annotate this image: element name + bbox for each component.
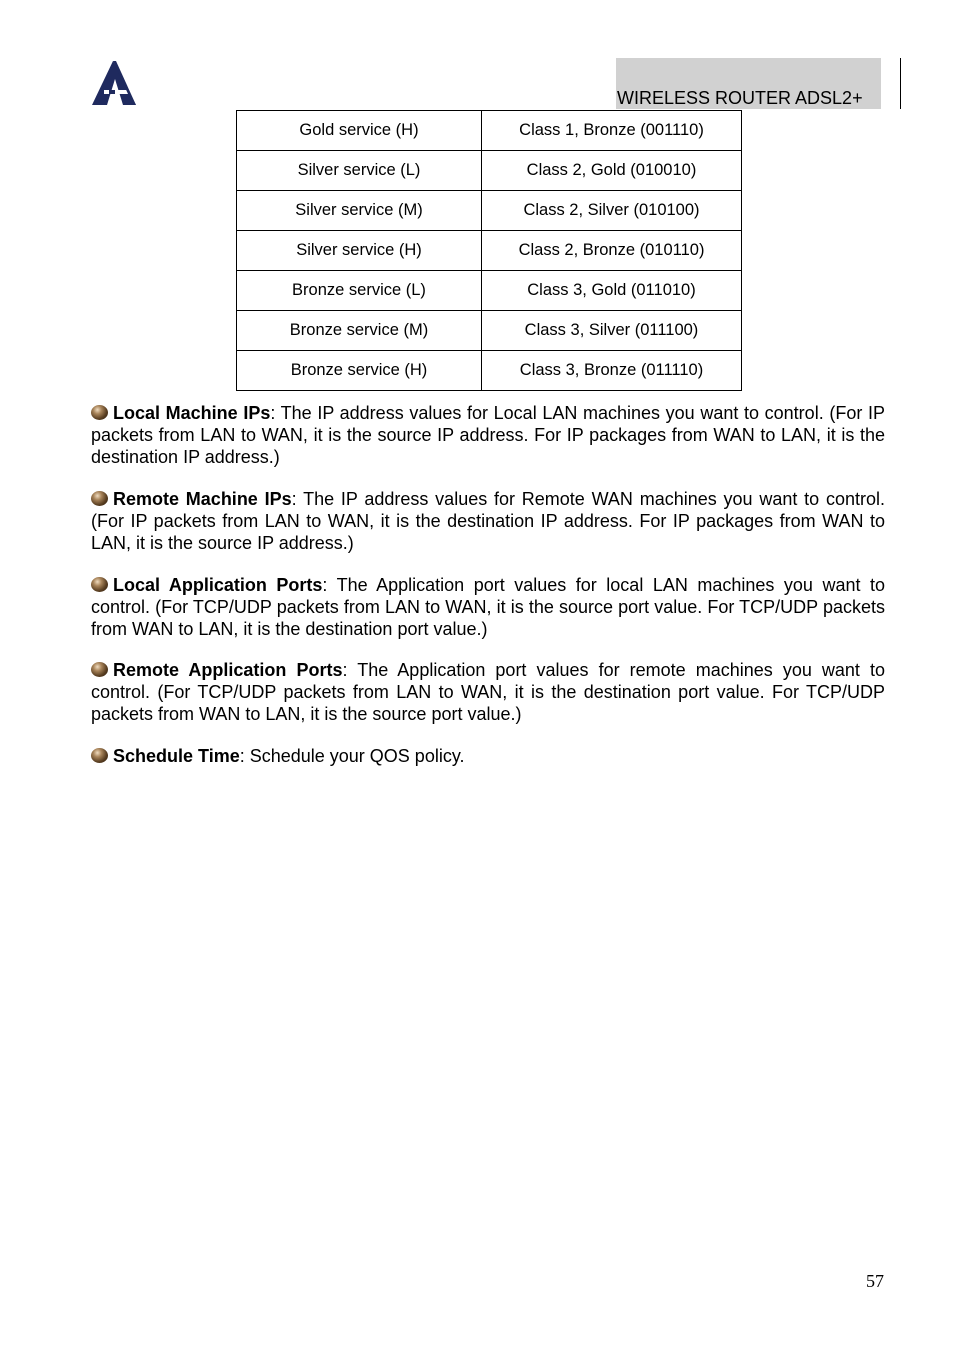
- bullet-icon: [91, 491, 108, 506]
- class-cell: Class 2, Silver (010100): [482, 191, 742, 231]
- definition-text: : The Application port values for remote machines you want to control. (For TCP/UDP packets from LAN to WAN, it is the destination port value. For TCP/UDP packets from WAN to LAN, it is the source port value.): [91, 660, 886, 724]
- table-row: [237, 351, 742, 391]
- bullet-icon: [91, 405, 108, 420]
- definition-remote-application-ports: [91, 659, 885, 725]
- bullet-icon: [91, 662, 108, 677]
- definition-text: : Schedule your QOS policy.: [239, 746, 465, 766]
- definition-term: Schedule Time: [113, 746, 240, 766]
- definition-text: : The Application port values for local LAN machines you want to control. (For TCP/UDP packets from LAN to WAN, it is the source port value. For TCP/UDP packets from WAN to LAN, it is the destination port value.): [91, 575, 885, 639]
- definition-term: Remote Machine IPs: [113, 489, 292, 509]
- definition-local-machine-ips: [91, 402, 885, 468]
- brand-logo-icon: [91, 60, 137, 106]
- service-cell: Bronze service (L): [237, 271, 482, 311]
- table-row: [237, 271, 742, 311]
- service-cell: Gold service (H): [237, 111, 482, 151]
- class-cell: Class 3, Bronze (011110): [482, 351, 742, 391]
- bullet-icon: [91, 748, 108, 763]
- definition-remote-machine-ips: [91, 488, 885, 554]
- class-cell: Class 2, Gold (010010): [482, 151, 742, 191]
- table-row: [237, 231, 742, 271]
- definition-term: Remote Application Ports: [113, 660, 343, 680]
- table-row: [237, 111, 742, 151]
- table-row: [237, 191, 742, 231]
- header-divider: [900, 58, 901, 109]
- class-cell: Class 2, Bronze (010110): [482, 231, 742, 271]
- service-class-table: [236, 110, 742, 391]
- definition-text: : The IP address values for Local LAN machines you want to control. (For IP packets from LAN to WAN, it is the source IP address. For IP packages from WAN to LAN, it is the destination IP address.): [91, 403, 885, 467]
- header-title: WIRELESS ROUTER ADSL2+: [617, 88, 863, 108]
- definition-text: : The IP address values for Remote WAN machines you want to control. (For IP packets from LAN to WAN, it is the destination IP address. For IP packages from WAN to LAN, it is the source IP address.): [91, 489, 885, 553]
- page-number: 57: [866, 1271, 884, 1291]
- definition-term: Local Machine IPs: [113, 403, 271, 423]
- class-cell: Class 3, Silver (011100): [482, 311, 742, 351]
- definition-term: Local Application Ports: [113, 575, 323, 595]
- service-cell: Bronze service (H): [237, 351, 482, 391]
- service-cell: Silver service (H): [237, 231, 482, 271]
- table-row: [237, 311, 742, 351]
- service-cell: Silver service (M): [237, 191, 482, 231]
- definition-schedule-time: [91, 745, 885, 767]
- service-cell: Silver service (L): [237, 151, 482, 191]
- class-cell: Class 1, Bronze (001110): [482, 111, 742, 151]
- table-row: [237, 151, 742, 191]
- service-cell: Bronze service (M): [237, 311, 482, 351]
- bullet-icon: [91, 577, 108, 592]
- class-cell: Class 3, Gold (011010): [482, 271, 742, 311]
- definition-local-application-ports: [91, 574, 885, 640]
